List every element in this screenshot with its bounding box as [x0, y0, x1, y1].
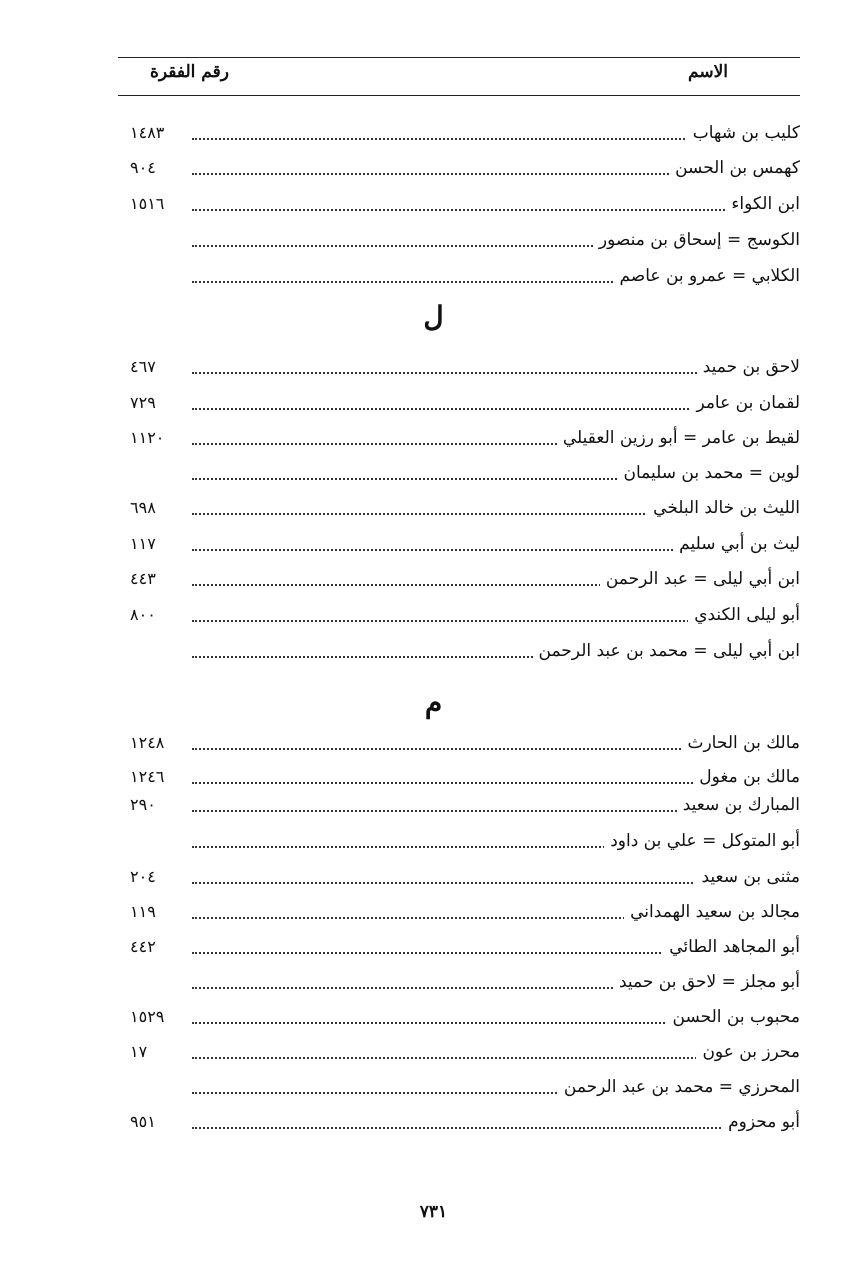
entry-paragraph-number: ١٧: [130, 1042, 148, 1061]
index-entry: [120, 967, 800, 997]
name-column-header: الاسم: [688, 62, 728, 82]
entry-name: مثنى بن سعيد: [695, 862, 800, 892]
index-entry: [120, 1072, 800, 1102]
dot-leader: [192, 209, 800, 211]
index-entry: [120, 423, 800, 453]
header-bottom-rule: [118, 95, 800, 96]
index-entry: [120, 352, 800, 382]
entry-paragraph-number: ٢٩٠: [130, 795, 156, 814]
entry-name: أبو المجاهد الطائي: [663, 932, 800, 962]
index-entry: [120, 388, 800, 418]
entry-paragraph-number: ١٥٢٩: [130, 1007, 165, 1026]
entry-name: المبارك بن سعيد: [677, 790, 800, 820]
entry-name: ابن أبي ليلى = عبد الرحمن: [600, 564, 800, 594]
section-letter: م: [424, 686, 443, 719]
index-entry: [120, 118, 800, 148]
index-entry: [120, 1002, 800, 1032]
entry-paragraph-number: ١٢٤٨: [130, 733, 165, 752]
entry-name: كليب بن شهاب: [687, 118, 800, 148]
entry-name: ابن أبي ليلى = محمد بن عبد الرحمن: [533, 636, 800, 666]
entry-name: مالك بن مغول: [693, 762, 800, 792]
entry-name: ابن الكواء: [725, 189, 800, 219]
entry-name: الكوسج = إسحاق بن منصور: [593, 225, 800, 255]
entry-name: أبو المتوكل = علي بن داود: [604, 826, 800, 856]
entry-name: أبو محزوم: [722, 1107, 800, 1137]
index-entry: [120, 564, 800, 594]
entry-paragraph-number: ٢٠٤: [130, 867, 156, 886]
index-entry: [120, 826, 800, 856]
entry-paragraph-number: ٧٢٩: [130, 393, 156, 412]
entry-paragraph-number: ١١٢٠: [130, 428, 165, 447]
entry-name: الكلابي = عمرو بن عاصم: [613, 261, 800, 291]
page-number: ٧٣١: [419, 1202, 448, 1222]
entry-name: المحرزي = محمد بن عبد الرحمن: [558, 1072, 800, 1102]
index-entry: [120, 862, 800, 892]
entry-paragraph-number: ٦٩٨: [130, 498, 156, 517]
entry-name: لوين = محمد بن سليمان: [618, 458, 801, 488]
entry-name: كهمس بن الحسن: [669, 153, 800, 183]
index-entry: [120, 153, 800, 183]
index-entry: [120, 1037, 800, 1067]
entry-name: لقيط بن عامر = أبو رزين العقيلي: [557, 423, 800, 453]
entry-name: أبو مجلز = لاحق بن حميد: [613, 967, 800, 997]
index-entry: [120, 529, 800, 559]
entry-name: لاحق بن حميد: [697, 352, 800, 382]
entry-name: مالك بن الحارث: [681, 728, 800, 758]
index-entry: [120, 762, 800, 792]
entry-name: الليث بن خالد البلخي: [647, 493, 800, 523]
entry-paragraph-number: ٨٠٠: [130, 605, 156, 624]
entry-paragraph-number: ١٥١٦: [130, 194, 165, 213]
section-letter: ل: [423, 300, 444, 333]
index-entry: [120, 1107, 800, 1137]
index-entry: [120, 261, 800, 291]
entry-paragraph-number: ١٢٤٦: [130, 767, 165, 786]
number-column-header: رقم الفقرة: [150, 62, 229, 82]
header-top-rule: [118, 57, 800, 58]
index-entry: [120, 897, 800, 927]
index-entry: [120, 458, 800, 488]
entry-name: ليث بن أبي سليم: [673, 529, 800, 559]
entry-paragraph-number: ١١٧: [130, 534, 156, 553]
entry-paragraph-number: ٤٤٢: [130, 937, 156, 956]
entry-paragraph-number: ٤٤٣: [130, 569, 156, 588]
entry-name: محبوب بن الحسن: [667, 1002, 800, 1032]
entry-name: أبو ليلى الكندي: [688, 600, 800, 630]
index-entry: [120, 636, 800, 666]
index-entry: [120, 493, 800, 523]
entry-paragraph-number: ١٤٨٣: [130, 123, 165, 142]
entry-paragraph-number: ٩٠٤: [130, 158, 156, 177]
index-entry: [120, 600, 800, 630]
index-entry: [120, 932, 800, 962]
entry-name: لقمان بن عامر: [690, 388, 800, 418]
entry-paragraph-number: ٤٦٧: [130, 357, 156, 376]
index-entry: [120, 790, 800, 820]
entry-name: محرز بن عون: [696, 1037, 800, 1067]
entry-paragraph-number: ٩٥١: [130, 1112, 156, 1131]
entry-paragraph-number: ١١٩: [130, 902, 156, 921]
dot-leader: [192, 1127, 800, 1129]
index-entry: [120, 225, 800, 255]
index-entry: [120, 189, 800, 219]
index-entry: [120, 728, 800, 758]
entry-name: مجالد بن سعيد الهمداني: [624, 897, 800, 927]
